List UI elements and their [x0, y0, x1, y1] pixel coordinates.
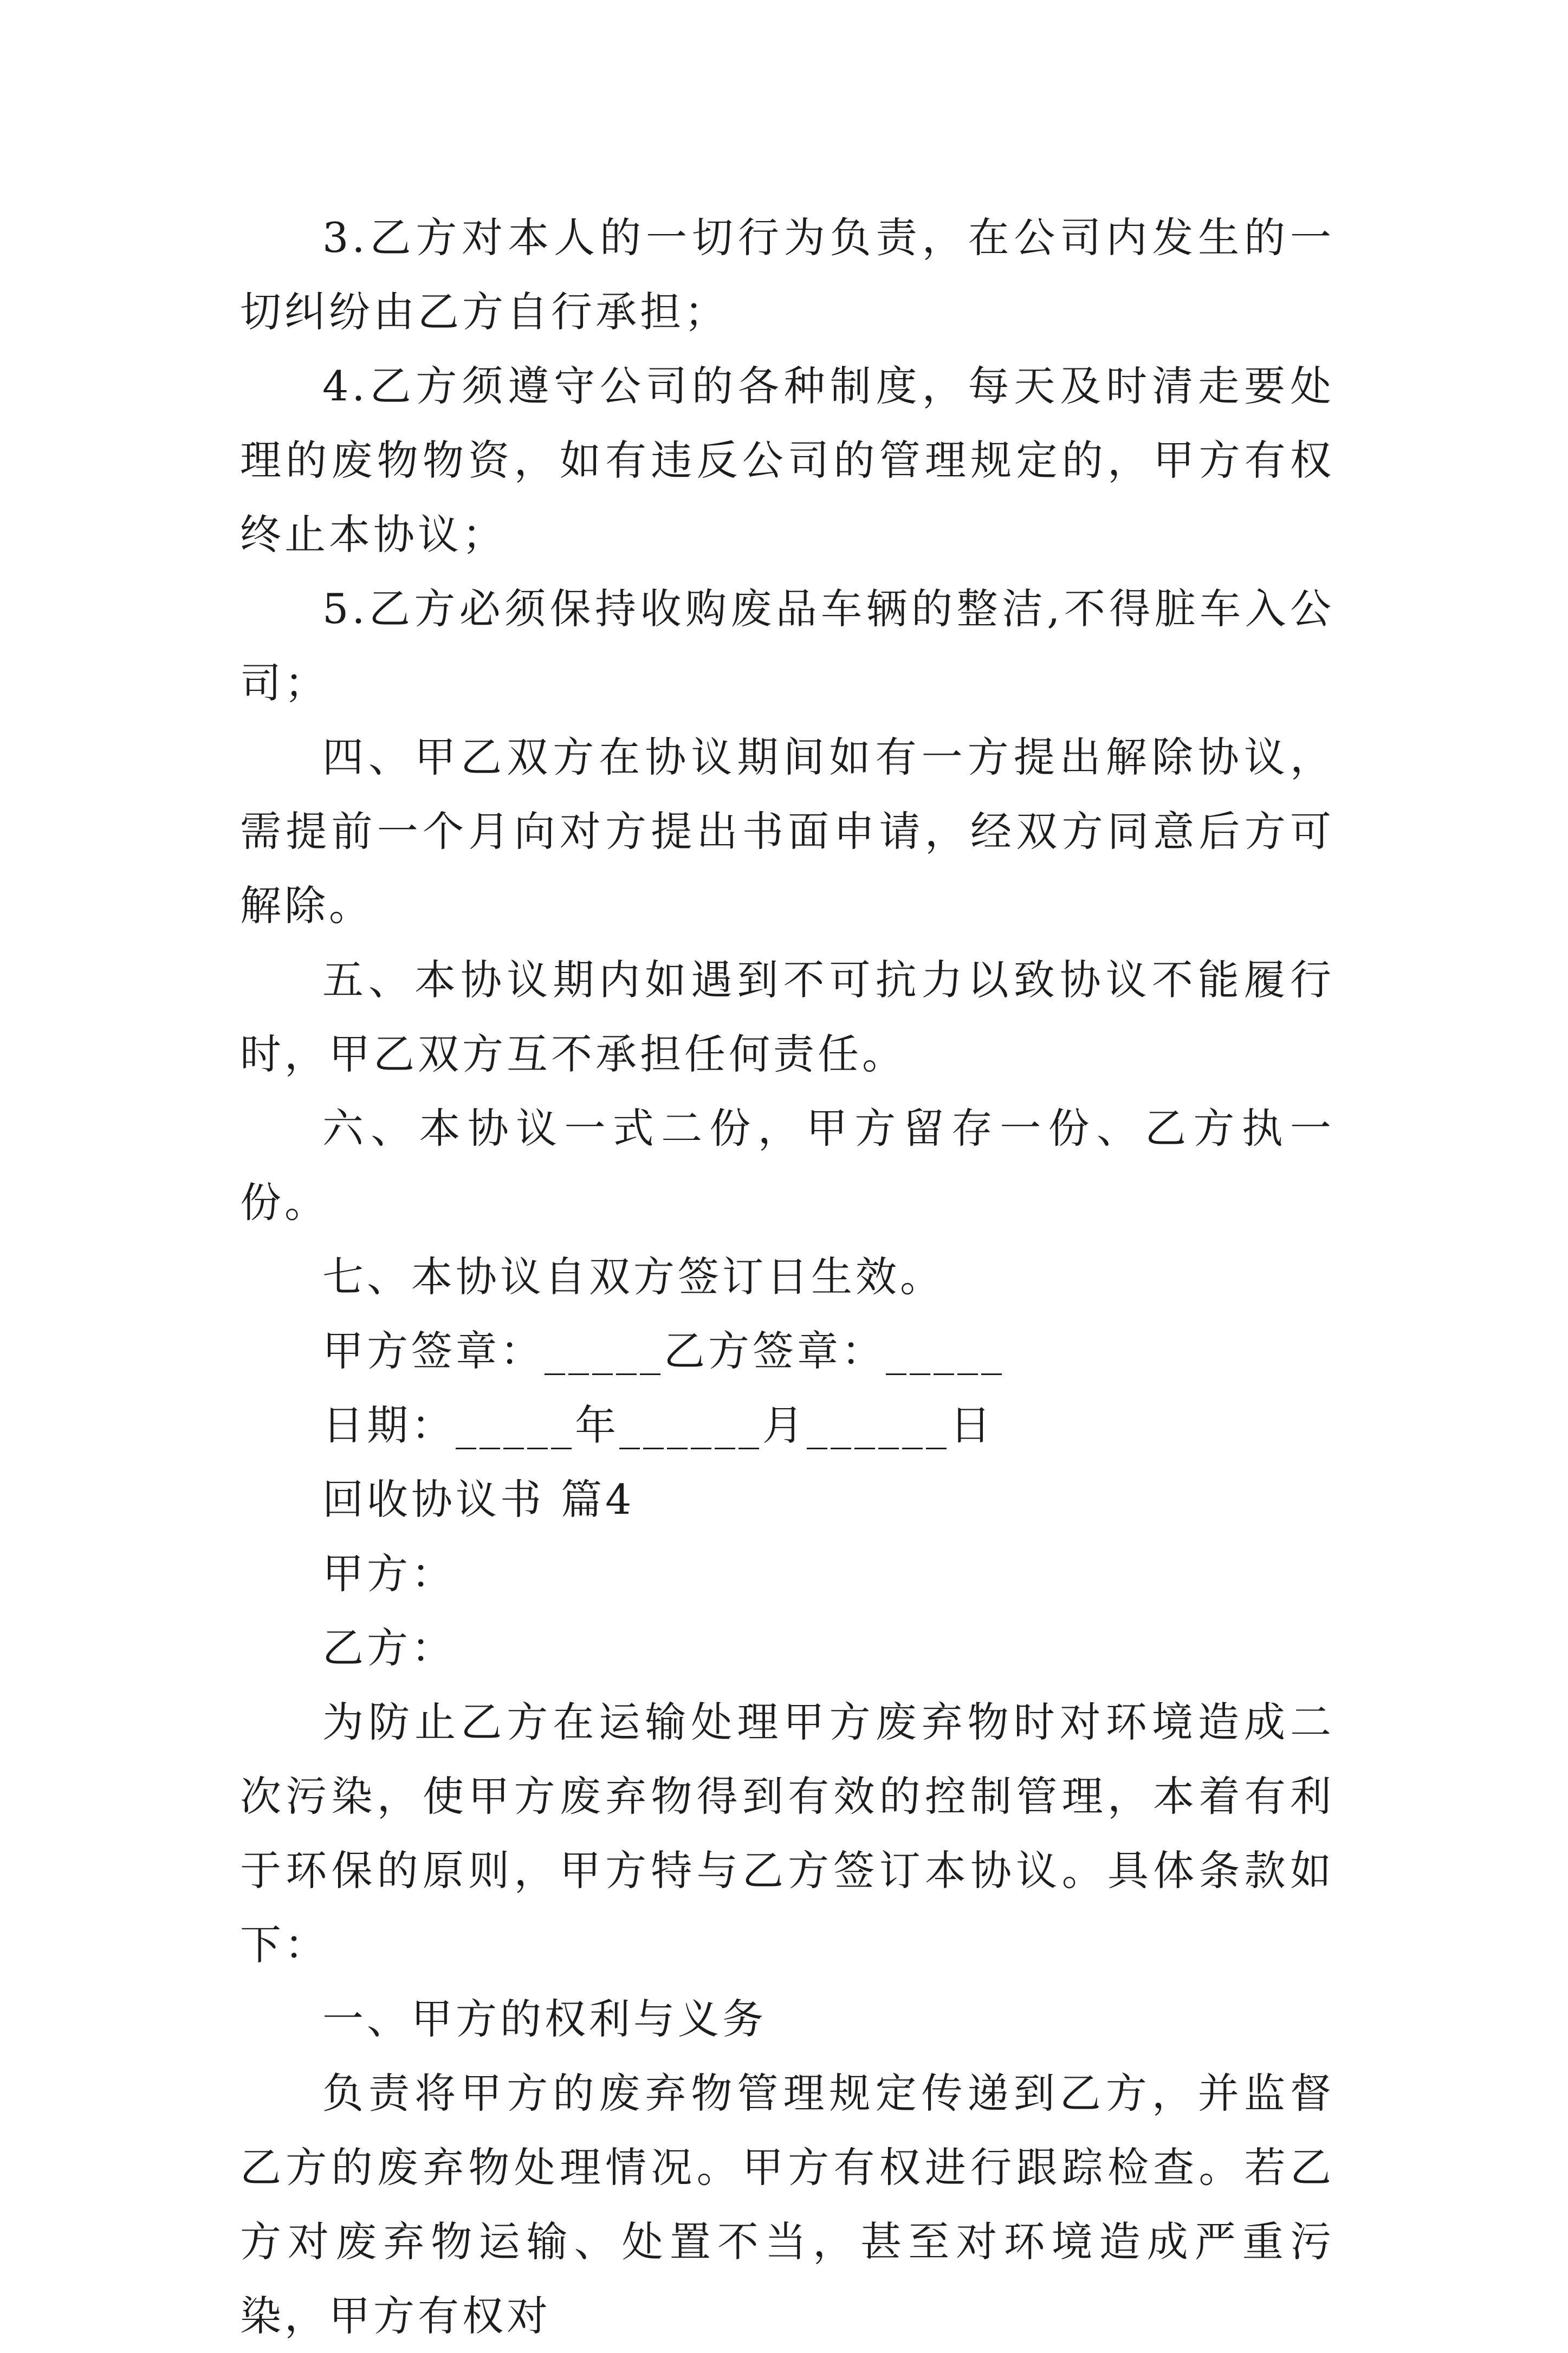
article-5-force-majeure: 五、本协议期内如遇到不可抗力以致协议不能履行时，甲乙双方互不承担任何责任。 [240, 956, 1334, 1078]
article-7-effective: 七、本协议自双方签订日生效。 [322, 1253, 944, 1301]
signature-line: 甲方签章：_____乙方签章：_____ [322, 1327, 1005, 1375]
article-4-termination: 四、甲乙双方在协议期间如有一方提出解除协议，需提前一个月向对方提出书面申请，经双方同意后方可解除。 [240, 733, 1334, 930]
preamble: 为防止乙方在运输处理甲方废弃物时对环境造成二次污染，使甲方废弃物得到有效的控制管理，本着有利于环保的原则，甲方特与乙方签订本协议。具体条款如下： [240, 1698, 1334, 1969]
party-a-label: 甲方： [322, 1550, 456, 1598]
section-heading-agreement-4: 回收协议书 篇4 [322, 1475, 635, 1524]
article-6-copies: 六、本协议一式二份，甲方留存一份、乙方执一份。 [240, 1104, 1334, 1227]
date-line: 日期：_____年______月______日 [322, 1401, 994, 1449]
section-1-heading: 一、甲方的权利与义务 [322, 1995, 767, 2043]
document-body [240, 200, 1334, 2353]
clause-3: 3.乙方对本人的一切行为负责，在公司内发生的一切纠纷由乙方自行承担； [240, 213, 1334, 336]
clause-5: 5.乙方必须保持收购废品车辆的整洁,不得脏车入公司； [240, 585, 1334, 707]
party-b-label: 乙方： [322, 1624, 456, 1672]
section-1-body: 负责将甲方的废弃物管理规定传递到乙方，并监督乙方的废弃物处理情况。甲方有权进行跟踪检查。若乙方对废弃物运输、处置不当，甚至对环境造成严重污染，甲方有权对 [240, 2069, 1334, 2340]
clause-4: 4.乙方须遵守公司的各种制度，每天及时清走要处理的废物物资，如有违反公司的管理规定的，甲方有权终止本协议； [240, 362, 1334, 559]
